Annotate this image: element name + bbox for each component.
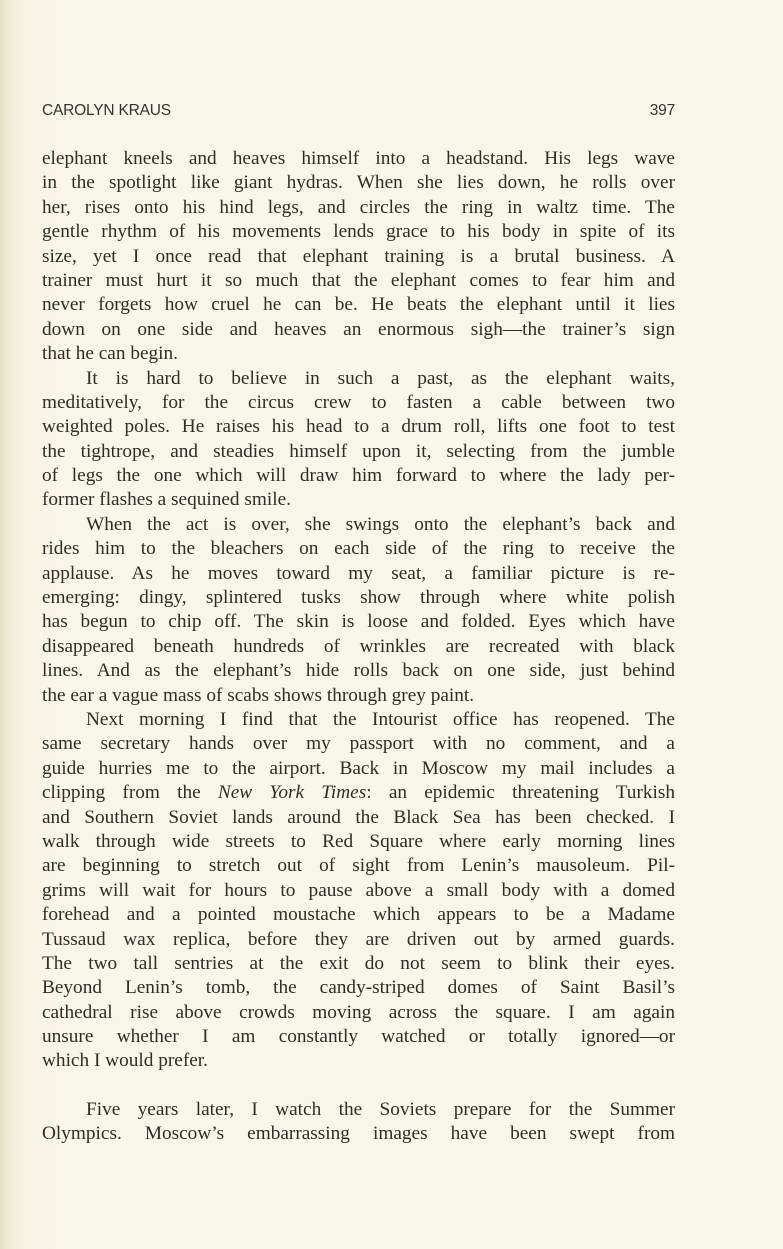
text-line: applause. As he moves toward my seat, a familiar picture is re- <box>42 562 675 584</box>
text-line: meditatively, for the circus crew to fasten a cable between two <box>42 391 675 413</box>
text-line: lines. And as the elephant’s hide rolls back on one side, just behind <box>42 660 675 682</box>
section-break <box>42 1074 675 1098</box>
text-line: her, rises onto his hind legs, and circles the ring in waltz time. The <box>42 196 675 218</box>
text-line: Five years later, I watch the Soviets prepare for the Summer <box>86 1098 675 1120</box>
text-line: rides him to the bleachers on each side of the ring to receive the <box>42 538 675 560</box>
text-line: unsure whether I am constantly watched or totally ignored—or <box>42 1026 675 1048</box>
text-line: of legs the one which will draw him forward to where the lady per- <box>42 465 675 487</box>
text-line: The two tall sentries at the exit do not seem to blink their eyes. <box>42 952 675 974</box>
body-text <box>42 147 675 1147</box>
text-line: same secretary hands over my passport with no comment, and a <box>42 733 675 755</box>
text-line: size, yet I once read that elephant training is a brutal business. A <box>42 245 675 267</box>
text-line: Next morning I find that the Intourist office has reopened. The <box>86 708 675 730</box>
text-line: emerging: dingy, splintered tusks show through where white polish <box>42 587 675 609</box>
text-line: that he can begin. <box>42 343 178 365</box>
italic-title: New York Times <box>217 782 367 804</box>
text-line: are beginning to stretch out of sight from Lenin’s mausoleum. Pil- <box>42 855 675 877</box>
text-line: weighted poles. He raises his head to a drum roll, lifts one foot to test <box>42 416 675 438</box>
text-segment: : an epidemic threatening Turkish <box>366 782 676 804</box>
text-line: former flashes a sequined smile. <box>42 489 291 511</box>
text-line: It is hard to believe in such a past, as the elephant waits, <box>86 367 675 389</box>
text-line: Olympics. Moscow’s embarrassing images have been swept from <box>42 1123 675 1145</box>
text-line: trainer must hurt it so much that the elephant comes to fear him and <box>42 269 675 291</box>
text-line: which I would prefer. <box>42 1050 208 1072</box>
text-line: When the act is over, she swings onto the elephant’s back and <box>86 513 675 535</box>
text-line: gentle rhythm of his movements lends grace to his body in spite of its <box>42 221 675 243</box>
text-line: disappeared beneath hundreds of wrinkles are recreated with black <box>42 635 675 657</box>
paragraph <box>42 147 675 367</box>
text-line <box>42 781 675 805</box>
text-line: and Southern Soviet lands around the Black Sea has been checked. I <box>42 806 675 828</box>
text-line: the ear a vague mass of scabs shows through grey paint. <box>42 684 475 706</box>
paragraph <box>42 1098 675 1147</box>
page-number: 397 <box>649 102 675 119</box>
text-line: forehead and a pointed moustache which appears to be a Madame <box>42 904 675 926</box>
text-line: never forgets how cruel he can be. He beats the elephant until it lies <box>42 294 675 316</box>
text-line: cathedral rise above crowds moving across the square. I am again <box>42 1001 675 1023</box>
paragraph <box>42 708 675 1074</box>
text-segment: clipping from the <box>42 782 218 804</box>
text-line: elephant kneels and heaves himself into a headstand. His legs wave <box>42 148 675 169</box>
text-line: walk through wide streets to Red Square where early morning lines <box>42 830 675 852</box>
text-line: Beyond Lenin’s tomb, the candy-striped domes of Saint Basil’s <box>42 977 675 999</box>
text-line: grims will wait for hours to pause above a small body with a domed <box>42 879 675 901</box>
running-header-author: CAROLYN KRAUS <box>42 102 171 119</box>
text-line: down on one side and heaves an enormous sigh—the trainer’s sign <box>42 318 675 340</box>
paragraph <box>42 367 675 513</box>
text-line: has begun to chip off. The skin is loose and folded. Eyes which have <box>42 611 675 633</box>
text-line: in the spotlight like giant hydras. When she lies down, he rolls over <box>42 172 675 194</box>
text-line: Tussaud wax replica, before they are driven out by armed guards. <box>42 928 675 950</box>
paragraph <box>42 513 675 708</box>
text-line: guide hurries me to the airport. Back in Moscow my mail includes a <box>42 757 675 779</box>
text-line: the tightrope, and steadies himself upon it, selecting from the jumble <box>42 440 675 462</box>
